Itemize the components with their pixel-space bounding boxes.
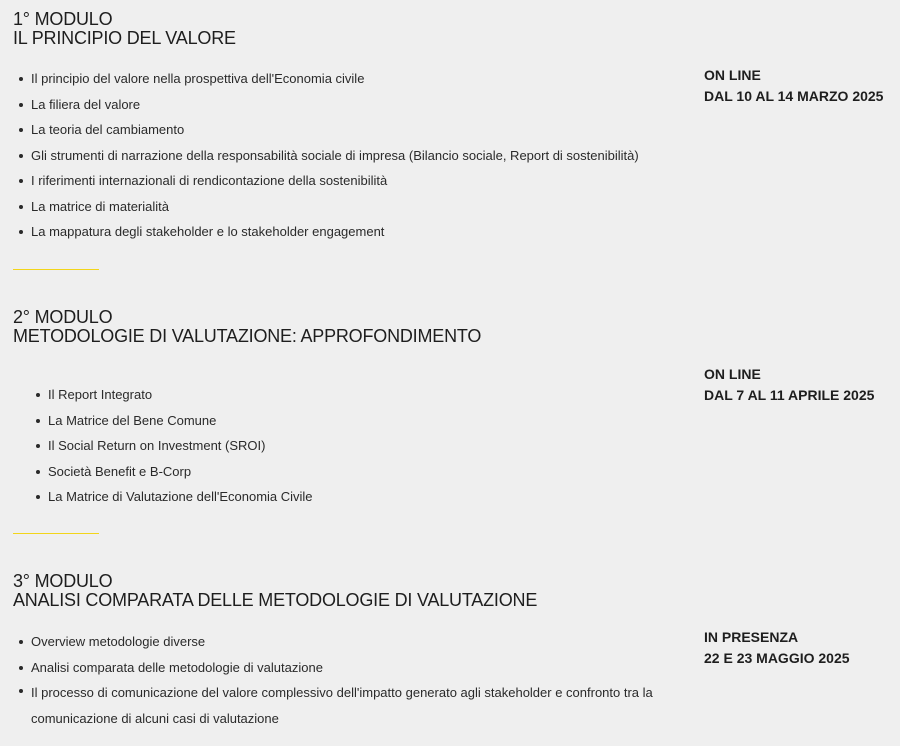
module-2-mode: ON LINE xyxy=(704,366,761,382)
module-3-topic: Il processo di comunicazione del valore complessivo dell'impatto generato agli stakeholder e confronto tra la comunicazione di alcuni casi di valutazione xyxy=(31,680,671,731)
module-3-topic: Analisi comparata delle metodologie di valutazione xyxy=(31,657,671,683)
module-3-topic: Overview metodologie diverse xyxy=(31,631,671,657)
module-2-topic: Società Benefit e B-Corp xyxy=(48,461,313,487)
module-3-heading xyxy=(13,572,537,610)
module-3-mode: IN PRESENZA xyxy=(704,629,799,645)
module-1-topic: La filiera del valore xyxy=(31,94,639,120)
module-1-topic: I riferimenti internazionali di rendicontazione della sostenibilità xyxy=(31,170,639,196)
module-1-topic: La matrice di materialità xyxy=(31,196,639,222)
module-2-title: METODOLOGIE DI VALUTAZIONE: APPROFONDIMENTO xyxy=(13,326,482,346)
module-1-topic: La mappatura degli stakeholder e lo stakeholder engagement xyxy=(31,221,639,247)
module-3-number: 3° MODULO xyxy=(13,571,113,591)
module-1-topic: La teoria del cambiamento xyxy=(31,119,639,145)
module-1-schedule xyxy=(704,65,883,107)
module-2-topic-list xyxy=(48,384,313,512)
module-1-topic: Gli strumenti di narrazione della responsabilità sociale di impresa (Bilancio sociale, Report di sostenibilità) xyxy=(31,145,639,171)
module-1-heading xyxy=(13,10,236,48)
module-2-heading xyxy=(13,308,481,346)
module-3-title: ANALISI COMPARATA DELLE METODOLOGIE DI VALUTAZIONE xyxy=(13,590,538,610)
module-1-topic-list xyxy=(31,68,639,247)
module-1-number: 1° MODULO xyxy=(13,9,113,29)
module-1-mode: ON LINE xyxy=(704,67,761,83)
yellow-separator xyxy=(13,533,99,534)
module-2-schedule xyxy=(704,364,874,406)
module-2-topic: Il Social Return on Investment (SROI) xyxy=(48,435,313,461)
module-2-topic: La Matrice di Valutazione dell'Economia Civile xyxy=(48,486,313,512)
module-1-title: IL PRINCIPIO DEL VALORE xyxy=(13,28,236,48)
module-3-dates: 22 E 23 MAGGIO 2025 xyxy=(704,650,850,666)
module-2-topic: La Matrice del Bene Comune xyxy=(48,410,313,436)
module-1-dates: DAL 10 AL 14 MARZO 2025 xyxy=(704,88,884,104)
yellow-separator xyxy=(13,269,99,270)
module-1-topic: Il principio del valore nella prospettiva dell'Economia civile xyxy=(31,68,639,94)
module-2-number: 2° MODULO xyxy=(13,307,113,327)
module-3-topic-list xyxy=(31,631,671,731)
module-2-dates: DAL 7 AL 11 APRILE 2025 xyxy=(704,387,875,403)
module-3-schedule xyxy=(704,627,850,669)
module-2-topic: Il Report Integrato xyxy=(48,384,313,410)
